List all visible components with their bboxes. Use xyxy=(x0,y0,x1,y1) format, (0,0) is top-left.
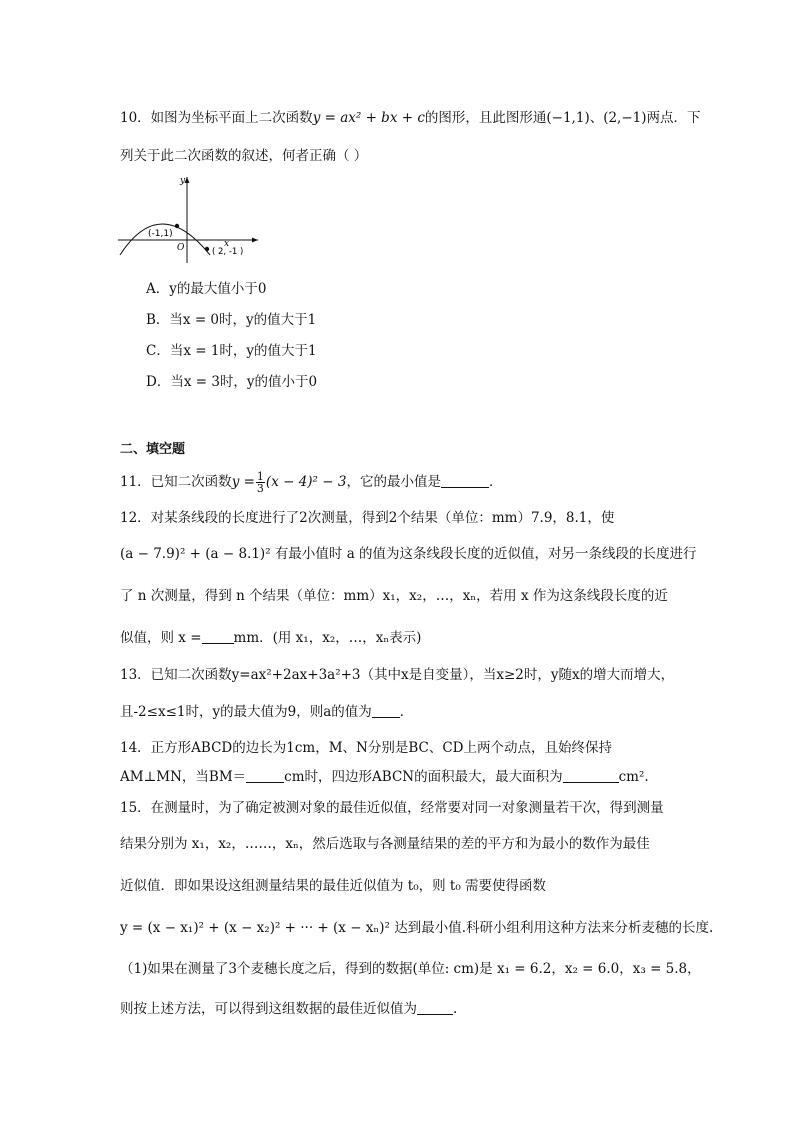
q13-end: ． xyxy=(399,704,414,720)
x-axis-arrow-icon xyxy=(252,238,258,243)
q10-option-c: C．当x = 1时，y的值大于1 xyxy=(146,343,317,359)
q10-option-d: D．当x = 3时，y的值小于0 xyxy=(146,374,318,390)
q13-line1: 13．已知二次函数y=ax²+2ax+3a²+3（其中x是自变量），当x≥2时，y随x的增大而增大， xyxy=(120,667,675,683)
q13-line2 xyxy=(120,702,413,722)
q15-answer-blank[interactable] xyxy=(417,1000,453,1015)
q14-answer-blank-2[interactable] xyxy=(563,768,619,783)
q10-option-a: A．y的最大值小于0 xyxy=(146,281,267,297)
q15-line5: （1)如果在测量了3个麦穗长度之后，得到的数据(单位: cm)是 x₁ = 6.2，x₂ = 6.0，x₃ = 5.8， xyxy=(120,961,701,977)
q12-answer-blank[interactable] xyxy=(202,629,234,644)
q14-end: cm². xyxy=(618,769,649,785)
q11-fraction-numerator: 1 xyxy=(256,470,264,483)
q13-text: 且-2≤x≤1时，y的最大值为9，则a的值为 xyxy=(120,704,372,720)
q11-fraction-denominator: 3 xyxy=(256,482,264,495)
q11-answer-blank[interactable] xyxy=(441,473,489,488)
y-axis-label: y xyxy=(180,176,186,186)
q11-fraction xyxy=(256,471,265,494)
q15-line1: 15．在测量时，为了确定被测对象的最佳近似值，经常要对同一对象测量若干次，得到测量 xyxy=(120,800,664,816)
q14-text-mid: cm时，四边形ABCN的面积最大，最大面积为 xyxy=(284,769,563,785)
q11-end: ． xyxy=(488,474,503,490)
q12-suffix: mm．(用 x₁，x₂，…，xₙ表示) xyxy=(233,630,422,646)
q10-function: y = ax² + bx + c xyxy=(312,110,425,126)
q15-line3: 近似值．即如果设这组测量结果的最佳近似值为 t₀，则 t₀ 需要使得函数 xyxy=(120,878,547,894)
q12-text: 似值，则 x = xyxy=(120,630,202,646)
q15-line4: y = (x − x₁)² + (x − x₂)² + ··· + (x − xₙ)² 达到最小值.科研小组利用这种方法来分析麦穗的长度. xyxy=(120,920,714,936)
q10-option-b: B．当x = 0时，y的值大于1 xyxy=(146,312,317,328)
q10-text-end: 两点．下 xyxy=(646,110,701,126)
q15-line2: 结果分别为 x₁，x₂，……，xₙ，然后选取与各测量结果的差的平方和为最小的数作为最佳 xyxy=(120,836,650,852)
q10-line1 xyxy=(120,108,701,128)
q10-parabola-graph xyxy=(118,173,263,263)
q15-end: . xyxy=(453,1001,458,1017)
q15-text: 则按上述方法，可以得到这组数据的最佳近似值为 xyxy=(120,1001,417,1017)
q10-text-mid: 的图形，且此图形通 xyxy=(424,110,547,126)
q14-answer-blank-1[interactable] xyxy=(246,768,284,783)
point-minus1-1 xyxy=(175,224,179,228)
q14-line2 xyxy=(120,767,649,787)
q10-line2: 列关于此二次函数的叙述，何者正确（ ） xyxy=(120,148,368,164)
q12-line2: (a − 7.9)² + (a − 8.1)² 有最小值时 a 的值为这条线段长度的近似值，对另一条线段的长度进行 xyxy=(120,546,697,562)
q11-line xyxy=(120,471,502,494)
q11-suffix: ，它的最小值是 xyxy=(346,474,441,490)
q10-text: 10．如图为坐标平面上二次函数 xyxy=(120,110,313,126)
q12-line4 xyxy=(120,628,421,648)
q11-text: 11．已知二次函数 xyxy=(120,474,232,490)
q13-answer-blank[interactable] xyxy=(372,703,400,718)
q14-line1: 14．正方形ABCD的边长为1cm，M、N分别是BC、CD上两个动点，且始终保持 xyxy=(120,740,612,756)
point1-label: (-1,1) xyxy=(148,229,173,239)
point-2-minus1 xyxy=(205,247,209,251)
q12-line1: 12．对某条线段的长度进行了2次测量，得到2个结果（单位：mm）7.9，8.1，使 xyxy=(120,510,615,526)
y-axis-arrow-icon xyxy=(185,177,190,183)
q14-text: AM⊥MN，当BM＝ xyxy=(120,769,247,785)
q11-func-left: y = xyxy=(231,474,255,490)
x-axis-label: x xyxy=(224,239,230,249)
q12-line3: 了 n 次测量，得到 n 个结果（单位：mm）x₁，x₂，…，xₙ，若用 x 作为这条线段长度的近 xyxy=(120,588,668,604)
origin-label: O xyxy=(177,243,185,253)
point2-label: ( 2, -1 ) xyxy=(212,247,244,257)
q10-points: (−1,1)、(2,−1) xyxy=(546,110,647,126)
q11-func-right: (x − 4)² − 3 xyxy=(265,474,347,490)
q15-line6 xyxy=(120,999,457,1019)
section-title: 二、填空题 xyxy=(120,442,186,457)
